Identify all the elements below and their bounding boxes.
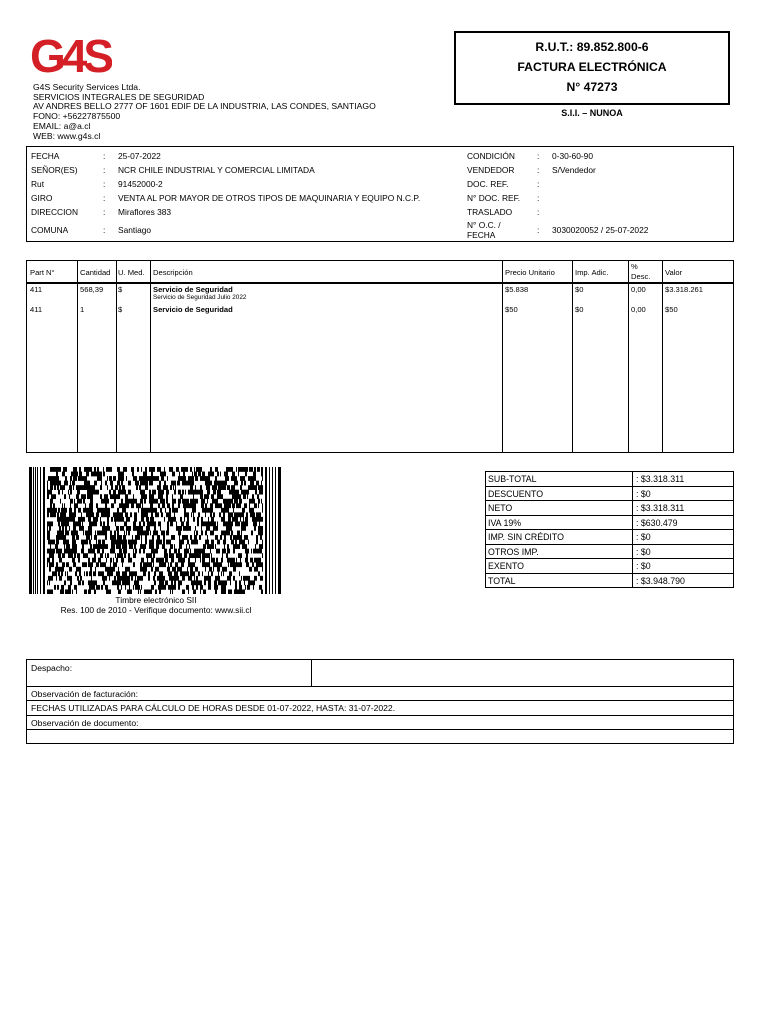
table-cell-price: $5.838 [505,285,529,294]
table-cell-subdesc: Servicio de Seguridad Julio 2022 [153,294,247,301]
client-label: N° O.C. / [467,220,501,230]
client-value: NCR CHILE INDUSTRIAL Y COMERCIAL LIMITADA [118,165,315,175]
company-web: WEB: www.g4s.cl [33,130,101,141]
pdf417-barcode [29,467,283,594]
document-type: FACTURA ELECTRÓNICA [517,60,667,74]
facturacion-text: FECHAS UTILIZADAS PARA CÁLCULO DE HORAS DESDE 01-07-2022, HASTA: 31-07-2022. [31,703,396,713]
total-label: SUB-TOTAL [488,474,537,484]
document-number: N° 47273 [566,80,618,94]
total-row-otros-imp [486,545,733,560]
column-header: Valor [665,268,683,277]
total-label: DESCUENTO [488,488,544,499]
table-cell-desc: Servicio de Seguridad [153,285,233,294]
client-label: N° DOC. REF. [467,193,521,203]
column-header: Imp. Adic. [575,268,609,277]
company-name: G4S Security Services Ltda. [33,82,141,92]
client-label: Rut [31,179,45,189]
client-label: TRASLADO [467,207,513,217]
observations-box [26,659,734,744]
documento-label-row [27,716,733,730]
table-cell-qty: 568,39 [80,285,104,294]
total-row-total [486,574,733,589]
client-label: FECHA [467,230,496,240]
client-value: Miraflores 383 [118,207,172,217]
totals-box [485,471,734,588]
company-phone: FONO: +56227875500 [33,111,121,122]
column-header: Precio Unitario [505,268,555,277]
table-cell-unit: $ [118,305,123,314]
rut: R.U.T.: 89.852.800-6 [535,40,649,54]
total-label: NETO [488,503,513,513]
client-value: 25-07-2022 [118,151,161,161]
table-cell-disc: 0,00 [631,305,646,314]
client-label: DIRECCION [31,207,78,217]
client-label: FECHA [31,151,60,161]
column-header: U. Med. [118,268,145,277]
despacho-row [27,660,733,687]
items-table [26,260,734,453]
total-value: : $3.948.790 [636,575,685,586]
facturacion-label-row [27,687,733,701]
sii-office: S.I.I. – NUNOA [561,108,623,118]
company-email: EMAIL: a@a.cl [33,120,91,131]
table-cell-price: $50 [505,305,518,314]
total-value: : $0 [636,561,651,571]
client-label: VENDEDOR [467,165,515,175]
table-cell-qty: 1 [80,305,85,314]
table-cell-part: 411 [30,305,43,314]
timbre-label: Timbre electrónico SII [115,595,197,605]
client-label: CONDICIÓN [467,151,515,161]
total-row-imp-sin-credito [486,530,733,545]
logo-text: G4S [30,30,111,82]
table-cell-desc: Servicio de Seguridad [153,305,233,314]
column-header: Cantidad [80,268,111,277]
total-row-subtotal [486,472,733,487]
table-cell-unit: $ [118,285,123,294]
total-value: : $0 [636,546,651,557]
table-cell-disc: 0,00 [631,285,646,294]
total-label: OTROS IMP. [488,546,539,557]
document-id-box [454,31,730,105]
total-label: IMP. SIN CRÉDITO [488,532,564,542]
table-cell-value: $3.318.261 [665,285,704,294]
total-row-descuento [486,487,733,502]
facturacion-label: Observación de facturación: [31,689,139,699]
total-row-exento [486,559,733,574]
total-row-iva [486,516,733,531]
documento-text-row [27,730,733,744]
client-value: 0-30-60-90 [552,151,593,161]
g4s-logo [30,30,112,82]
timbre-resolution: Res. 100 de 2010 - Verifique documento: www.sii.cl [60,605,252,615]
client-label: COMUNA [31,225,69,235]
table-cell-part: 411 [30,285,43,294]
client-value: 91452000-2 [118,179,163,189]
column-header: Desc. [631,272,651,281]
table-cell-imp: $0 [575,285,584,294]
total-value: : $0 [636,488,651,499]
column-header: % [631,262,638,271]
client-value: S/Vendedor [552,165,596,175]
client-info-box: FECHA : 25-07-2022 SEÑOR(ES) : NCR CHILE INDUSTRIAL Y COMERCIAL LIMITADA Rut : 91452000-2 GIRO : VENTA AL POR MAYOR DE OTROS TIPOS DE MAQUINARIA Y EQUIPO N.C.P. DIRECCION : Miraflores 383 COMUNA : Santiago CONDICIÓN : 0-30-60-90 VENDEDOR : S/Vendedor DOC. REF. : N° DOC. REF. : TRASLADO : N° O.C. / FECHA : 3030020052 / 25-07-2022 [26,146,734,242]
client-label: DOC. REF. [467,179,509,189]
documento-label: Observación de documento: [31,718,139,728]
client-label: SEÑOR(ES) [31,165,78,175]
total-label: IVA 19% [488,517,522,528]
client-value: Santiago [118,225,152,235]
column-header: Part N° [30,268,55,277]
total-value: : $630.479 [636,517,678,528]
column-header: Descripción [153,268,193,277]
total-value: : $3.318.311 [636,474,685,484]
company-activity: SERVICIOS INTEGRALES DE SEGURIDAD [33,91,205,102]
despacho-label: Despacho: [31,663,73,673]
total-label: EXENTO [488,561,525,571]
client-value: 3030020052 / 25-07-2022 [552,225,649,235]
table-cell-imp: $0 [575,305,584,314]
facturacion-text-row [27,701,733,716]
client-label: GIRO [31,193,53,203]
total-value: : $3.318.311 [636,503,685,513]
table-cell-value: $50 [665,305,678,314]
company-address: AV ANDRES BELLO 2777 OF 1601 EDIF DE LA INDUSTRIA, LAS CONDES, SANTIAGO [33,101,376,112]
total-value: : $0 [636,532,651,542]
total-label: TOTAL [488,575,516,586]
company-info [33,83,376,141]
client-value: VENTA AL POR MAYOR DE OTROS TIPOS DE MAQUINARIA Y EQUIPO N.C.P. [118,193,421,203]
total-row-neto [486,501,733,516]
